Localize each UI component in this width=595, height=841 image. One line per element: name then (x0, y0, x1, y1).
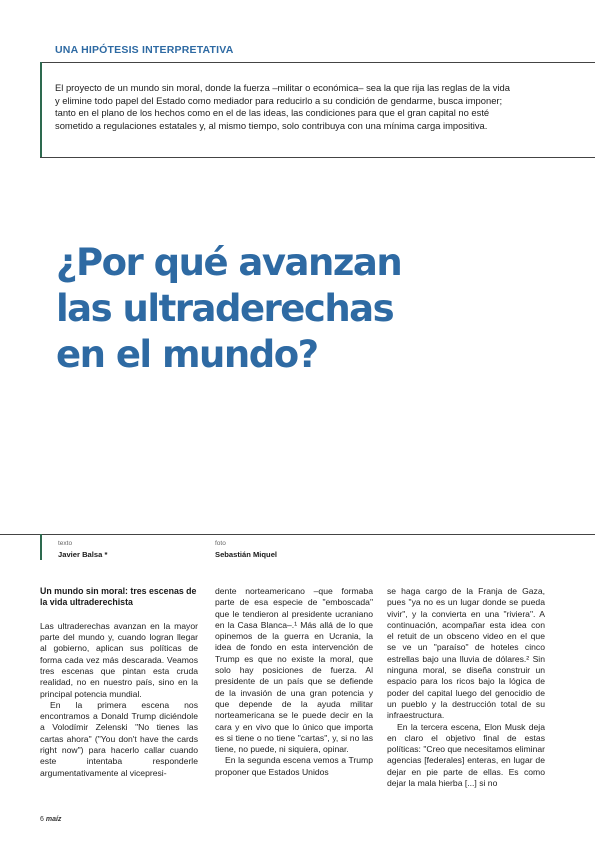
paragraph: En la tercera escena, Elon Musk deja en claro el objetivo final de estas políticas: "Creo que necesitamos eliminar agencias [federales] enteras, en lugar de dejar en pie parte de ellas. Es como dejar la mala hierba [...] si no (387, 721, 545, 789)
paragraph: se haga cargo de la Franja de Gaza, pues "ya no es un lugar donde se pueda vivir", y la convierta en una "riviera". A continuación, acompañar esta idea con el retuit de un obsceno video en el que se ve un "paraíso" de hoteles cinco estrellas bajo una lluvia de dólares.² Sin ninguna moral, se diseña construir un espacio para los ricos bajo la lógica de poder del capital luego del genocidio de un pueblo y la destrucción total de su infraestructura. (387, 586, 545, 721)
headline-line-1: ¿Por qué avanzan (56, 241, 402, 284)
top-rule (40, 62, 595, 63)
credits-rule (0, 534, 595, 535)
page-footer (40, 816, 61, 823)
text-credit-author: Javier Balsa * (58, 550, 108, 559)
photo-credit-author: Sebastián Miquel (215, 550, 278, 559)
headline-line-2: las ultraderechas (56, 287, 394, 330)
magazine-brand: maíz (45, 816, 62, 823)
column-2 (215, 586, 373, 778)
paragraph: En la segunda escena vemos a Trump proponer que Estados Unidos (215, 755, 373, 777)
headline (56, 240, 556, 378)
text-credit-label: texto (58, 540, 73, 547)
section-label: UNA HIPÓTESIS INTERPRETATIVA (55, 44, 234, 56)
paragraph: En la primera escena nos encontramos a Donald Trump diciéndole a Volodímir Zelenski "No tienes las cartas ahora" ("You don't have the cards right now") para hacerlo callar cuando este intentaba responderle argumentativamente al vicepresi- (40, 699, 198, 778)
paragraph: Las ultraderechas avanzan en la mayor parte del mundo y, cuando logran llegar al gobierno, aplican sus políticas de forma cada vez más descarada. Veamos tres escenas que pintan esta cruda realidad, no en nuestro país, sino en la principal potencia mundial. (40, 620, 198, 699)
column-1 (40, 586, 198, 779)
column-subhead: Un mundo sin moral: tres escenas de la vida ultraderechista (40, 586, 197, 608)
column-3 (387, 586, 545, 789)
page-number: 6 (40, 816, 44, 823)
intro-accent-bar (40, 62, 42, 158)
paragraph: dente norteamericano –que formaba parte de esa especie de "emboscada" que le tendieron al presidente ucraniano en la Casa Blanca–.¹ Más allá de lo que opinemos de la guerra en Ucrania, la idea de fondo en esta intervención de Trump es que no existe la moral, que solo hay posiciones de fuerza. Al presidente de un país que se defiende de la invasión de una gran potencia y que depende de la ayuda militar norteamericana se le puede decir en la cara y en vivo que lo único que importa es si tiene o no tiene "cartas", y, si no las tiene, no puede, ni siquiera, opinar. (215, 586, 373, 755)
headline-line-3: en el mundo? (56, 333, 318, 376)
intro-bottom-rule (40, 157, 595, 158)
intro-paragraph: El proyecto de un mundo sin moral, donde la fuerza –militar o económica– sea la que rija las reglas de la vida y elimine todo papel del Estado como mediador para reducirlo a su condición de gendarme, busca imponer; tanto en el plano de los hechos como en el de las ideas, las condiciones para que el gran capital no esté sometido a regulaciones estatales y, al mismo tiempo, solo contribuya con una mínima carga impositiva. (55, 82, 510, 131)
credits-accent-bar (40, 534, 42, 560)
photo-credit-label: foto (215, 540, 226, 547)
